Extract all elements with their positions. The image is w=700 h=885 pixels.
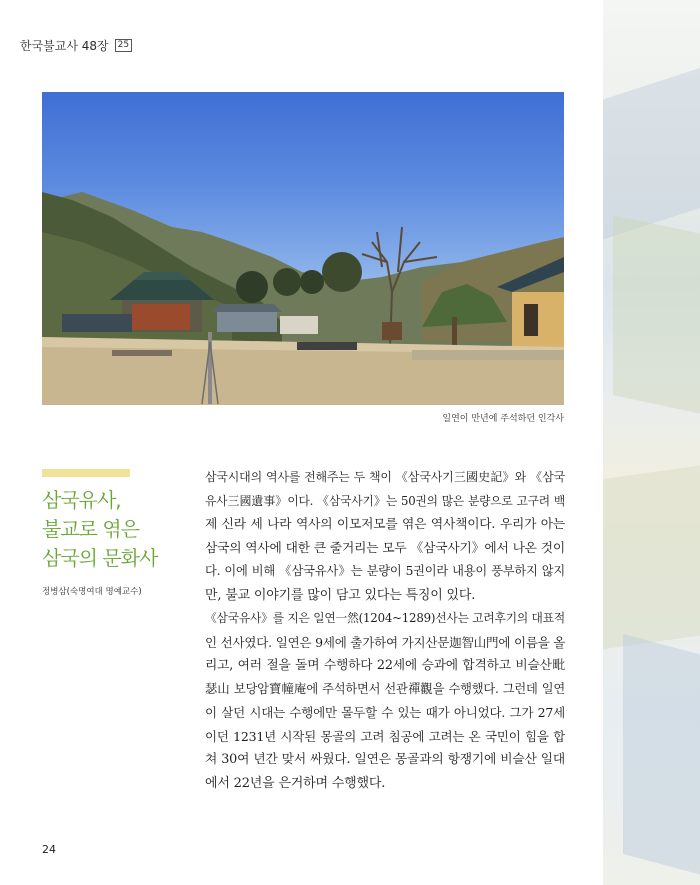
title-line: 삼국유사, xyxy=(42,488,121,512)
article-title xyxy=(42,486,192,573)
body-line: 만, 불교 이야기를 많이 담고 있다는 특징이 있다. xyxy=(205,587,476,603)
title-line: 불교로 엮은 xyxy=(42,517,139,541)
body-line: 에서 22년을 은거하며 수행했다. xyxy=(205,775,386,791)
body-line: 삼국의 역사에 대한 큰 줄거리는 모두 《삼국사기》에서 나온 것이 xyxy=(205,540,565,556)
body-line: 유사三國遺事》이다. 《삼국사기》는 50권의 많은 분량으로 고구려 백 xyxy=(205,493,565,508)
title-line: 삼국의 문화사 xyxy=(42,546,158,570)
body-line: 쳐 30여 년간 맞서 싸웠다. 일연은 몽골과의 항쟁기에 비슬산 일대 xyxy=(205,752,565,767)
body-line: 리고, 여러 절을 돌며 수행하다 22세에 승과에 합격하고 비슬산毗 xyxy=(205,658,565,673)
author-byline: 정병삼(숙명여대 명예교수) xyxy=(42,587,142,597)
body-line: 이 살던 시대는 수행에만 몰두할 수 있는 때가 아니었다. 그가 27세 xyxy=(205,705,565,720)
body-line: 《삼국유사》를 지은 일연一然(1204~1289)선사는 고려후기의 대표적 xyxy=(205,611,565,625)
body-line: 인 선사였다. 일연은 9세에 출가하여 가지산문迦智山門에 이름을 올 xyxy=(205,634,566,650)
running-title: 한국불교사 48장 xyxy=(20,39,109,53)
body-line: 瑟山 보당암寶幢庵에 주석하면서 선관禪觀을 수행했다. 그런데 일연 xyxy=(205,681,565,696)
chapter-number-box: 25 xyxy=(115,39,132,52)
temple-photo xyxy=(42,92,564,405)
temple-photo-illustration xyxy=(42,92,564,405)
body-line: 이던 1231년 시작된 몽골의 고려 침공에 고려는 온 국민이 힘을 합 xyxy=(205,728,565,744)
page-number: 24 xyxy=(42,843,56,856)
decorative-side-image xyxy=(603,0,700,885)
photo-caption: 일연이 만년에 주석하던 인각사 xyxy=(442,414,564,424)
body-line: 다. 이에 비해 《삼국유사》는 분량이 5권이라 내용이 풍부하지 않지 xyxy=(205,564,565,578)
body-line: 삼국시대의 역사를 전해주는 두 책이 《삼국사기三國史記》와 《삼국 xyxy=(205,470,565,484)
article-body xyxy=(205,466,565,795)
title-accent-bar xyxy=(42,469,130,477)
running-header xyxy=(20,37,132,54)
body-line: 제 신라 세 나라 역사의 이모저모를 엮은 역사책이다. 우리가 아는 xyxy=(205,517,565,532)
